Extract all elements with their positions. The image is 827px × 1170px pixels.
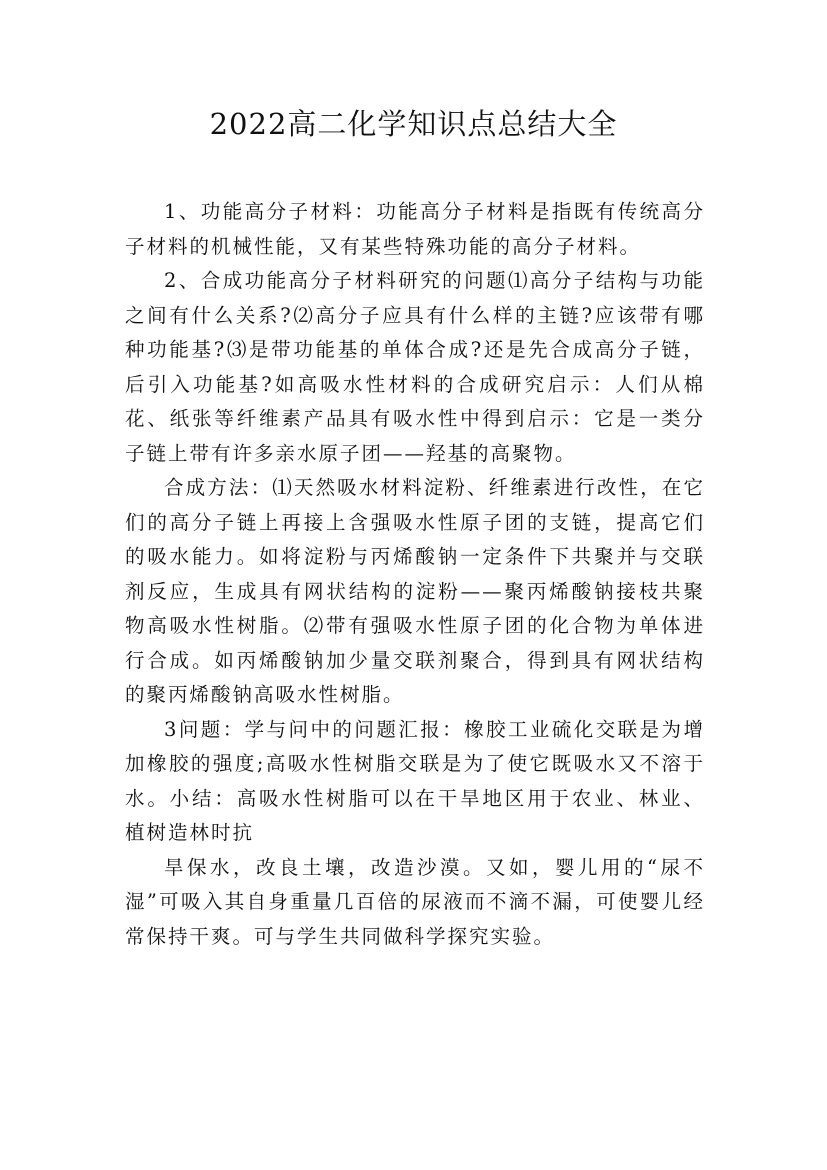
document-body: [125, 195, 705, 954]
paragraph-2: 2、合成功能高分子材料研究的问题⑴高分子结构与功能之间有什么关系?⑵高分子应具有什么样的主链?应该带有哪种功能基?⑶是带功能基的单体合成?还是先合成高分子链，后引入功能基?如高吸水性材料的合成研究启示：人们从棉花、纸张等纤维素产品具有吸水性中得到启示：它是一类分子链上带有许多亲水原子团——羟基的高聚物。: [125, 269, 705, 465]
paragraph-3: 合成方法：⑴天然吸水材料淀粉、纤维素进行改性，在它们的高分子链上再接上含强吸水性原子团的支链，提高它们的吸水能力。如将淀粉与丙烯酸钠一定条件下共聚并与交联剂反应，生成具有网状结构的淀粉——聚丙烯酸钠接枝共聚物高吸水性树脂。⑵带有强吸水性原子团的化合物为单体进行合成。如丙烯酸钠加少量交联剂聚合，得到具有网状结构的聚丙烯酸钠高吸水性树脂。: [125, 476, 705, 706]
paragraph-4: 3问题：学与问中的问题汇报：橡胶工业硫化交联是为增加橡胶的强度;高吸水性树脂交联是为了使它既吸水又不溶于水。小结：高吸水性树脂可以在干旱地区用于农业、林业、植树造林时抗: [125, 717, 705, 844]
paragraph-1: 1、功能高分子材料：功能高分子材料是指既有传统高分子材料的机械性能，又有某些特殊功能的高分子材料。: [125, 200, 705, 258]
document-title: 2022高二化学知识点总结大全: [209, 107, 618, 141]
paragraph-5: 旱保水，改良土壤，改造沙漠。又如，婴儿用的“尿不湿”可吸入其自身重量几百倍的尿液而不滴不漏，可使婴儿经常保持干爽。可与学生共同做科学探究实验。: [125, 855, 705, 948]
